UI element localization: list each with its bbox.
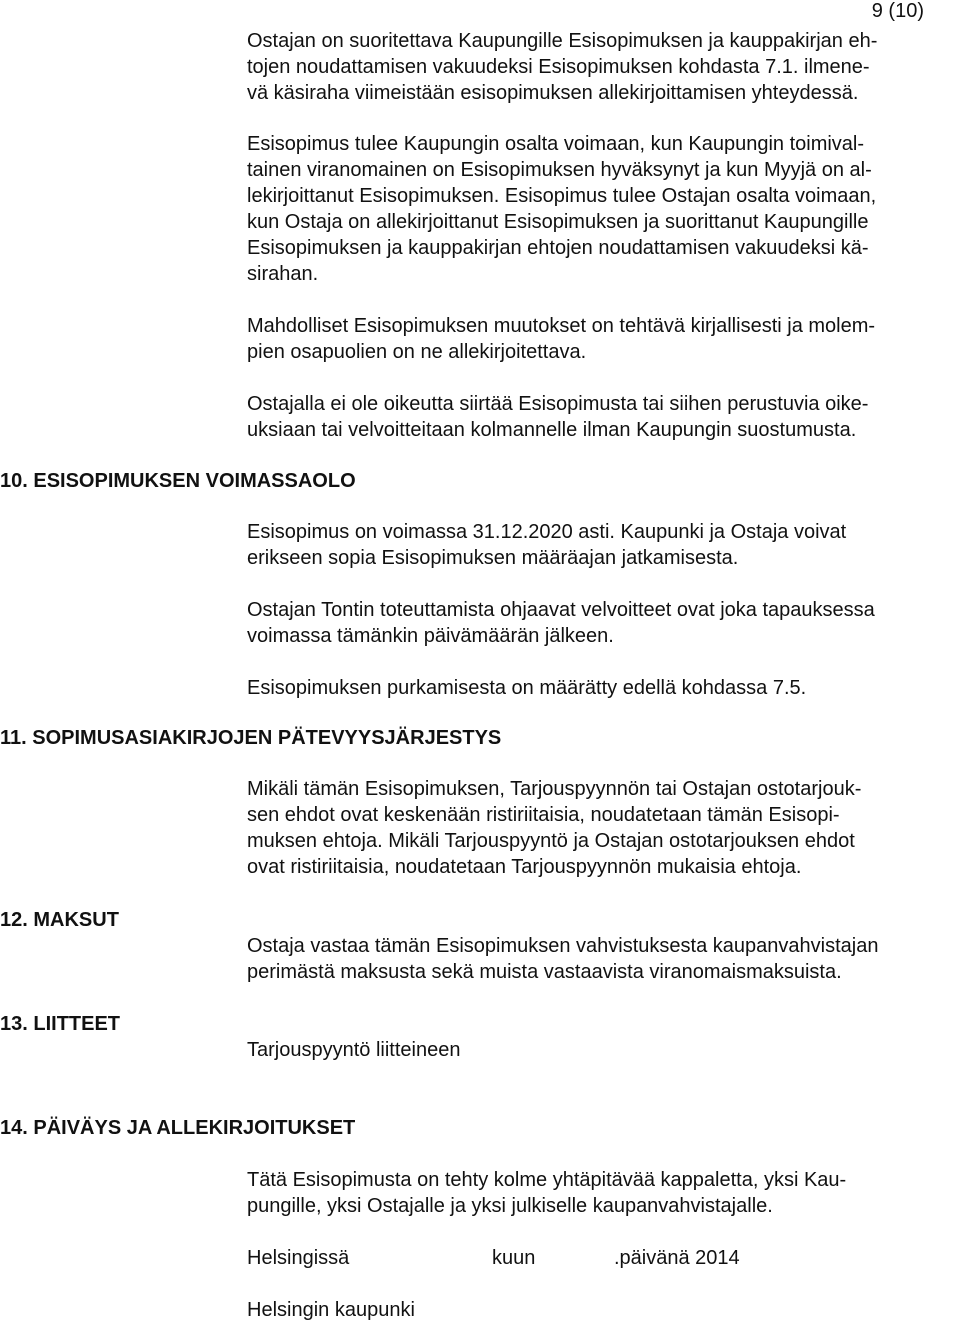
- signature-day-year: .päivänä 2014: [614, 1247, 740, 1269]
- section-heading-10: 10. ESISOPIMUKSEN VOIMASSAOLO: [0, 470, 356, 492]
- paragraph-fees: [247, 933, 959, 985]
- text-line: muksen ehtoja. Mikäli Tarjouspyyntö ja Ostajan ostotarjouksen ehdot: [247, 830, 855, 852]
- paragraph-entry-into-force: [247, 131, 959, 287]
- paragraph-amendments: [247, 313, 959, 365]
- paragraph-transfer: [247, 391, 959, 443]
- signature-date-line: [247, 1245, 847, 1271]
- text-line: Ostajalla ei ole oikeutta siirtää Esisopimusta tai siihen perustuvia oike-: [247, 393, 869, 415]
- signature-place: Helsingissä: [247, 1247, 350, 1269]
- text-line: Mikäli tämän Esisopimuksen, Tarjouspyynnön tai Ostajan ostotarjouk-: [247, 778, 862, 800]
- signatory-name: [247, 1297, 959, 1323]
- text-line: perimästä maksusta sekä muista vastaavista viranomaismaksuista.: [247, 961, 842, 983]
- text-line: Esisopimus on voimassa 31.12.2020 asti. Kaupunki ja Ostaja voivat: [247, 521, 847, 543]
- paragraph-termination: [247, 675, 959, 701]
- text-line: Ostaja vastaa tämän Esisopimuksen vahvistuksesta kaupanvahvistajan: [247, 935, 879, 957]
- section-heading-12: 12. MAKSUT: [0, 909, 119, 931]
- text-line: ovat ristiriitaisia, noudatetaan Tarjouspyynnön mukaisia ehtoja.: [247, 856, 802, 878]
- text-line: erikseen sopia Esisopimuksen määräajan jatkamisesta.: [247, 547, 739, 569]
- paragraph-copies: [247, 1167, 959, 1219]
- text-line: voimassa tämänkin päivämäärän jälkeen.: [247, 625, 614, 647]
- paragraph-down-payment: [247, 28, 959, 106]
- paragraph-obligations: [247, 597, 959, 649]
- text-line: Ostajan on suoritettava Kaupungille Esisopimuksen ja kauppakirjan eh-: [247, 30, 878, 52]
- section-heading-14: 14. PÄIVÄYS JA ALLEKIRJOITUKSET: [0, 1117, 356, 1139]
- text-line: kun Ostaja on allekirjoittanut Esisopimuksen ja suorittanut Kaupungille: [247, 211, 869, 233]
- text-line: tojen noudattamisen vakuudeksi Esisopimuksen kohdasta 7.1. ilmene-: [247, 56, 870, 78]
- section-heading-13: 13. LIITTEET: [0, 1013, 121, 1035]
- text-line: Mahdolliset Esisopimuksen muutokset on tehtävä kirjallisesti ja molem-: [247, 315, 876, 337]
- text-line: lekirjoittanut Esisopimuksen. Esisopimus tulee Ostajan osalta voimaan,: [247, 185, 877, 207]
- text-line: Esisopimuksen ja kauppakirjan ehtojen noudattamisen vakuudeksi kä-: [247, 237, 869, 259]
- text-line: tainen viranomainen on Esisopimuksen hyväksynyt ja kun Myyjä on al-: [247, 159, 872, 181]
- text-line: uksiaan tai velvoitteitaan kolmannelle ilman Kaupungin suostumusta.: [247, 419, 857, 441]
- text-line: vä käsiraha viimeistään esisopimuksen allekirjoittamisen yhteydessä.: [247, 82, 859, 104]
- text-line: Esisopimuksen purkamisesta on määrätty edellä kohdassa 7.5.: [247, 677, 807, 699]
- section-heading-11: 11. SOPIMUSASIAKIRJOJEN PÄTEVYYSJÄRJESTYS: [0, 727, 502, 749]
- text-line: pien osapuolien on ne allekirjoitettava.: [247, 341, 587, 363]
- text-line: Tätä Esisopimusta on tehty kolme yhtäpitävää kappaletta, yksi Kau-: [247, 1169, 847, 1191]
- text-line: Helsingin kaupunki: [247, 1299, 415, 1321]
- paragraph-precedence: [247, 776, 959, 880]
- text-line: pungille, yksi Ostajalle ja yksi julkiselle kaupanvahvistajalle.: [247, 1195, 773, 1217]
- page-number: 9 (10): [871, 0, 924, 22]
- text-line: Esisopimus tulee Kaupungin osalta voimaan, kun Kaupungin toimival-: [247, 133, 865, 155]
- paragraph-attachments: [247, 1037, 959, 1063]
- text-line: Ostajan Tontin toteuttamista ohjaavat velvoitteet ovat joka tapauksessa: [247, 599, 875, 621]
- signature-month: kuun: [492, 1247, 536, 1269]
- text-line: sen ehdot ovat keskenään ristiriitaisia, noudatetaan tämän Esisopi-: [247, 804, 840, 826]
- text-line: sirahan.: [247, 263, 319, 285]
- text-line: Tarjouspyyntö liitteineen: [247, 1039, 461, 1061]
- paragraph-validity: [247, 519, 959, 571]
